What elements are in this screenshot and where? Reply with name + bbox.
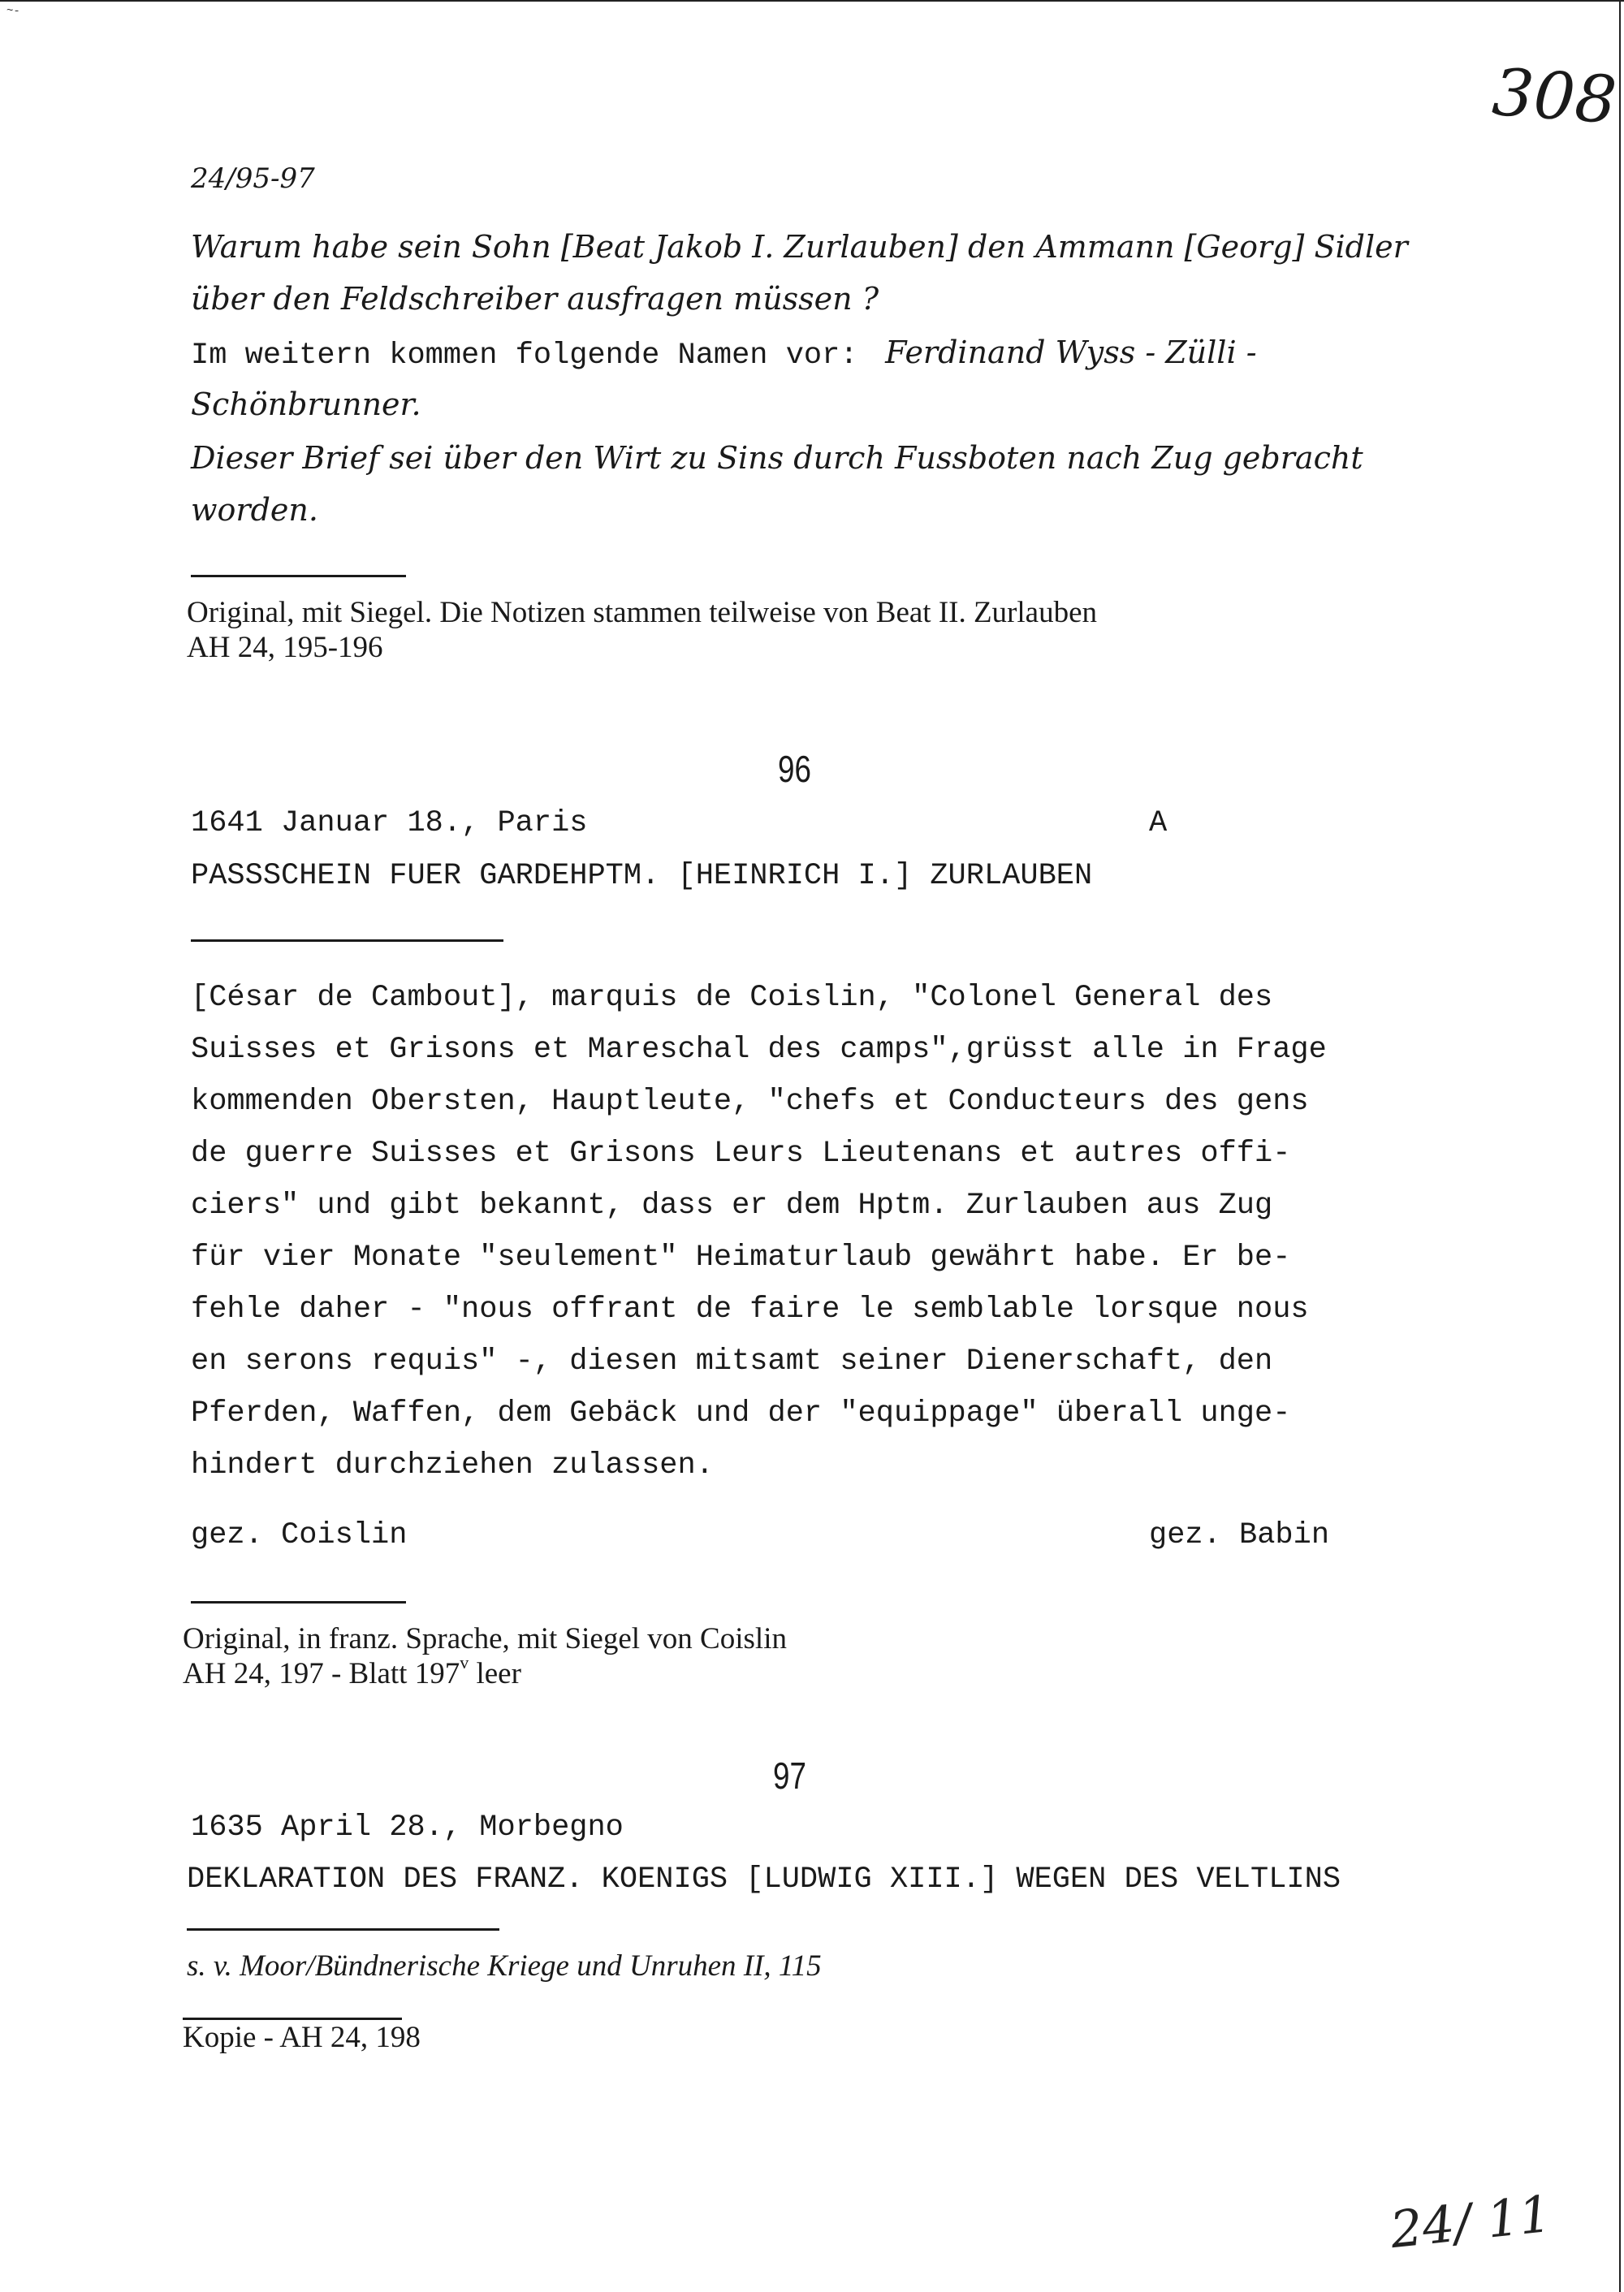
doc96-note-line-2: [183, 1652, 521, 1691]
doc96-body-line-5: ciers" und gibt bekannt, dass er dem Hptm. Zurlauben aus Zug: [191, 1189, 1273, 1223]
doc96-note-line-1: Original, in franz. Sprache, mit Siegel von Coislin: [183, 1622, 787, 1655]
page-edge-right: [1619, 0, 1621, 2292]
intro-names-italic: Ferdinand Wyss - Zülli -: [885, 335, 1257, 370]
handwritten-archive-number: 24/ 11: [1387, 2183, 1554, 2260]
doc96-body-line-9: Pferden, Waffen, dem Gebäck und der "equippage" überall unge-: [191, 1396, 1291, 1431]
intro-note-line-2: AH 24, 195-196: [187, 631, 383, 664]
intro-letter-line-2: worden.: [191, 492, 318, 528]
doc96-note-ref: AH 24, 197 - Blatt 197: [183, 1657, 460, 1690]
intro-names-lead: Im weitern kommen folgende Namen vor:: [191, 339, 858, 373]
divider-rule: [187, 1928, 499, 1931]
doc96-body-line-2: Suisses et Grisons et Mareschal des camps",grüsst alle in Frage: [191, 1033, 1327, 1067]
doc96-body-line-6: für vier Monate "seulement" Heimaturlaub gewährt habe. Er be-: [191, 1241, 1291, 1275]
doc96-note-superscript: v: [460, 1652, 469, 1673]
doc96-body-line-7: fehle daher - "nous offrant de faire le semblable lorsque nous: [191, 1293, 1309, 1327]
doc97-date-place: 1635 April 28., Morbegno: [191, 1811, 624, 1845]
doc96-body-line-8: en serons requis" -, diesen mitsamt seiner Dienerschaft, den: [191, 1345, 1273, 1379]
handwritten-page-number: 308: [1489, 54, 1619, 139]
doc96-body-line-3: kommenden Obersten, Hauptleute, "chefs et Conducteurs des gens: [191, 1085, 1309, 1119]
divider-rule: [191, 939, 503, 942]
doc96-body-line-4: de guerre Suisses et Grisons Leurs Lieutenans et autres offi-: [191, 1137, 1291, 1171]
doc96-title: PASSSCHEIN FUER GARDEHPTM. [HEINRICH I.] ZURLAUBEN: [191, 859, 1093, 893]
doc97-reference: s. v. Moor/Bündnerische Kriege und Unruhen II, 115: [187, 1949, 822, 1983]
intro-names-continuation: Schönbrunner.: [191, 386, 421, 422]
doc96-body-line-1: [César de Cambout], marquis de Coislin, "Colonel General des: [191, 981, 1273, 1015]
divider-rule: [191, 1601, 406, 1604]
intro-line-1: Warum habe sein Sohn [Beat Jakob I. Zurlauben] den Ammann [Georg] Sidler: [191, 229, 1408, 265]
intro-names-line: [191, 335, 1257, 373]
doc97-title: DEKLARATION DES FRANZ. KOENIGS [LUDWIG XIII.] WEGEN DES VELTLINS: [187, 1863, 1341, 1897]
document-number-96: 96: [778, 748, 811, 790]
page-edge-top: [0, 0, 1624, 2]
doc97-copy-note: Kopie - AH 24, 198: [183, 2021, 421, 2054]
signature-coislin: gez. Coislin: [191, 1518, 408, 1552]
doc96-body-line-10: hindert durchziehen zulassen.: [191, 1448, 714, 1483]
intro-line-2: über den Feldschreiber ausfragen müssen ?: [191, 281, 879, 317]
intro-note-line-1: Original, mit Siegel. Die Notizen stammen teilweise von Beat II. Zurlauben: [187, 596, 1098, 629]
document-reference: 24/95-97: [191, 162, 315, 195]
doc96-note-tail: leer: [469, 1657, 521, 1690]
doc96-date-place: 1641 Januar 18., Paris: [191, 806, 588, 840]
doc96-marker: A: [1149, 806, 1168, 840]
intro-letter-line-1: Dieser Brief sei über den Wirt zu Sins durch Fussboten nach Zug gebracht: [191, 440, 1363, 476]
corner-mark: ~-: [6, 5, 20, 18]
signature-babin: gez. Babin: [1149, 1518, 1330, 1552]
document-number-97: 97: [773, 1755, 806, 1797]
divider-rule: [191, 575, 406, 577]
